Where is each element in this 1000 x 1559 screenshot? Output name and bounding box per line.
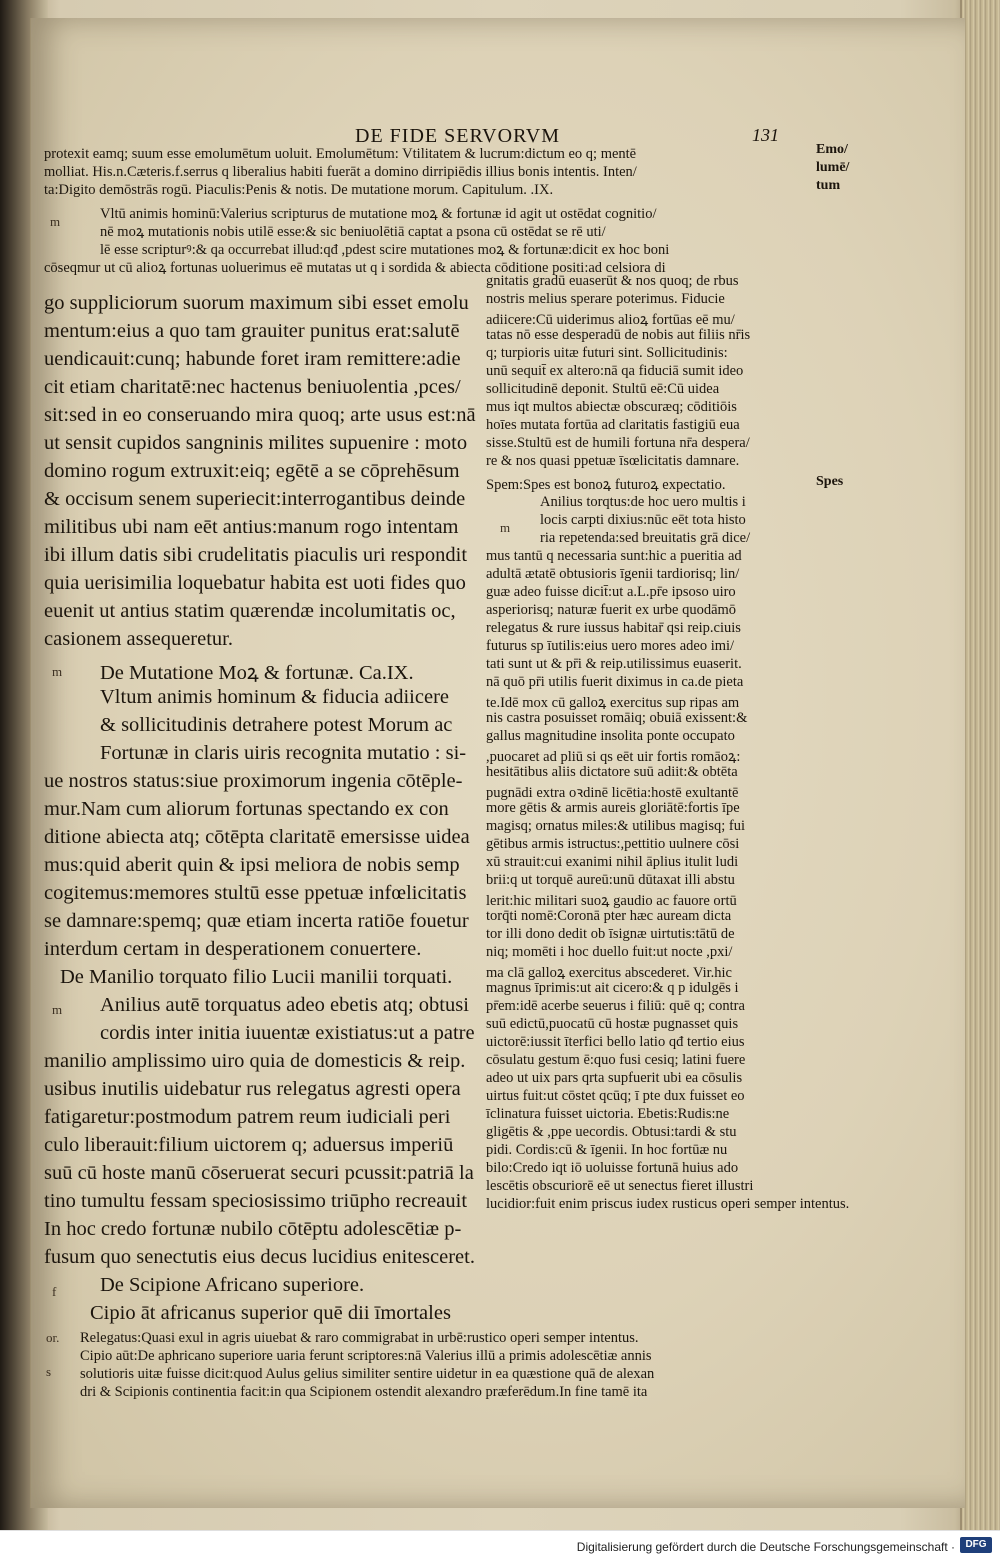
commentary-line: more gētis & armis aureis gloriātē:fortis īpe [486,800,740,816]
main-text-line: cordis inter initia iuuentæ existiatus:ut a patre [100,1022,475,1044]
commentary-line: Spem:Spes est bonoꝝ futuroꝝ expectatio. [486,477,726,493]
commentary-line: sisse.Stultū est de humili fortuna nr̄a despera/ [486,435,750,451]
guide-letter: m [52,1002,63,1017]
main-text-line: Anilius autē torquatus adeo ebetis atq; obtusi [100,994,469,1016]
main-text-line: mentum:eius a quo tam grauiter punitus erat:salutē [44,320,460,342]
main-text-line: fatigaretur:postmodum patrem reum iudiciali peri [44,1106,451,1128]
commentary-line: magisq; ornatus miles:& utilibus magisq; fui [486,818,745,834]
commentary-line: suū edictū,puocatū cū hostæ pugnasset quis [486,1016,739,1032]
main-text-line: uendicauit:cunq; habunde foret iram remittere:adie [44,348,461,370]
commentary-line: gligētis & ,ppe uecordis. Obtusi:tardi & stu [486,1124,737,1140]
commentary-line: uirtus fuit:ut cōstet qcūq; ī pte dux fuisset eo [486,1088,745,1104]
guide-letter: f [52,1284,57,1299]
main-text-line: ditione abiecta atq; cōtēpta claritatē emersisse uidea [44,826,470,848]
main-text-line: mus:quid aberit quin & ipsi meliora de nobis semp [44,854,460,876]
commentary-line: pr̄em:idē acerbe seuerus i filiū: quē q; contra [486,998,745,1014]
commentary-line: nē moꝝ mutationis nobis utilē esse:& sic beniuolētiā captat a psona cū ostēdat se rē uti/ [100,224,606,240]
main-text-line: se damnare:spemq; quæ etiam incerta ratiōe fouetur [44,910,469,932]
commentary-line: bilo:Credo iqt iō uoluisse fortunā huius ado [486,1160,739,1176]
commentary-line: ria repetenda:sed breuitatis grā dice/ [540,530,751,546]
commentary-line: ma clā galloꝝ exercitus abscederet. Vir.hic [486,965,732,981]
main-text-line: ibi illum datis sibi crudelitatis piaculis uri respondit [44,544,468,566]
margin-gloss: Emo/ [816,142,848,157]
commentary-line: solutioris uitæ fuisse dicit:quod Aulus gelius similiter sentire uidetur in ea quæstione quā de alexan [80,1366,655,1382]
guide-letter: m [500,520,511,535]
main-text-line: usibus inutilis uidebatur rus relegatus agresti opera [44,1078,461,1100]
commentary-line: brii:q ut torquē aureū:unū dūtaxat illi abstu [486,872,735,888]
commentary-line: magnus īprimis:ut ait cicero:& q p idulgēs i [486,980,739,996]
dfg-logo: DFG [960,1537,992,1553]
main-text-line: cogitemus:memores stultū esse ppetuæ infœlicitatis [44,882,467,904]
main-text-line: In hoc credo fortunæ nubilo cōtēptu adolescētiæ p- [44,1218,462,1240]
folio-number: 131 [752,125,779,145]
commentary-line: nis castra posuisset romāiq; obuiā exissent:& [486,710,748,726]
commentary-line: mus iqt multos abiectæ obscuræq; cōditiōis [486,399,737,415]
main-text-line: suū cū hoste manū cōseruerat securi pcussit:patriā la [44,1162,474,1184]
commentary-line: relegatus & rure iussus habitar̄ qsi reip.ciuis [486,620,741,636]
commentary-line: adiicere:Cū uiderimus alioꝝ fortūas eē mu/ [486,312,735,328]
margin-gloss: Spes [816,474,844,489]
guide-letter: m [52,664,63,679]
commentary-line: gallus magnitudine insolita ponte occupato [486,728,735,744]
margin-gloss: lumē/ [816,160,850,175]
guide-letter: m [50,214,61,229]
commentary-line: sollicitudinē deponit. Stultū eē:Cū uidea [486,381,720,397]
commentary-line: te.Idē mox cū galloꝝ exercitus sup ripas am [486,695,740,711]
commentary-line: niq; momēti i hoc duello fuit:ut nocte ,pxi/ [486,944,733,960]
commentary-line: nostris melius sperare poterimus. Fiducie [486,291,725,307]
commentary-line: tati sunt ut & pr̄i & reip.utilissimus euaserit. [486,656,742,672]
main-text-line: culo liberauit:filium uictorem q; aduersus imperiū [44,1134,454,1156]
main-text-line: cit etiam charitatē:nec hactenus beniuolentia ,pces/ [44,376,461,398]
commentary-line: tatas nō esse desperadū de nobis aut filiis nr̄is [486,327,751,343]
main-text-line: & occisum senem superiecit:interrogantibus deinde [44,488,466,510]
commentary-line: nā quō pr̄i utilis fuerit diximus in ca.de pieta [486,674,744,690]
commentary-line: uictorē:iussit īterfici bello latio qđ tertio eius [486,1034,745,1050]
main-text-line: euenit ut antius statim quærendæ incolumitatis oc, [44,600,456,622]
commentary-line: asperiorisq; naturæ fuerit ex urbe quodāmō [486,602,737,618]
page-edges [960,0,1000,1530]
main-text-line: sit:sed in eo conseruando mira quoq; arte usus est:nā [44,404,476,426]
commentary-line: gētibus armis istructus:,pettitio uulnere cōsi [486,836,740,852]
commentary-line: dri & Scipionis continentia facit:in qua Scipionem ostendit alexandro præferēdum.In fine tamē ita [80,1384,648,1400]
commentary-line: īclinatura fuisset uictoria. Ebetis:Rudis:ne [486,1106,730,1122]
main-text-line: mur.Nam cum aliorum fortunas spectando ex con [44,798,449,820]
chapter-heading: De Scipione Africano superiore. [100,1274,365,1296]
commentary-line: adeo ut uix pars qrta supfuerit ubi ea cōsulis [486,1070,743,1086]
commentary-line: adultā ætatē obtusioris īgenii tardiorisq; lin/ [486,566,740,582]
commentary-line: ta:Digito demōstrās rogū. Piaculis:Penis & notis. De mutatione morum. Capitulum. .IX. [44,182,554,198]
margin-gloss: tum [816,178,841,193]
main-text-line: & sollicitudinis detrahere potest Morum ac [100,714,453,736]
commentary-line: hoīes mutata fortūa ad claritatis fastigiū eua [486,417,740,433]
commentary-line: cōseqmur ut cū alioꝝ fortunas uoluerimus eē mutatas ut q i sordida & abiecta cōditione positi:ad celsiora di [44,260,666,276]
commentary-line: hesitātibus aliis dictatore suū adiit:& obtēta [486,764,738,780]
commentary-line: guæ adeo fuisse dicit̄:ut a.L.pr̄e ipsoso uiro [486,584,736,600]
main-text-line: go suppliciorum suorum maximum sibi esset emolu [44,292,469,314]
commentary-line: torq̄ti nomē:Coronā pter hæc auream dicta [486,908,732,924]
commentary-line: molliat. His.n.Cæteris.f.serrus q liberalius habiti fuerāt a domino dirripiēdis illius bonis intentis. Inten/ [44,164,637,180]
commentary-line: Cipio aūt:De aphricano superiore uaria ferunt scriptores:nā Valerius illū a primis adolescētiæ annis [80,1348,652,1364]
main-text-line: militibus ubi nam eēt antius:manum rogo intentam [44,516,459,538]
main-text-line: casionem assequeretur. [44,628,233,650]
commentary-line: unū sequit̄ ex altero:nā qa fiduciā sumit ideo [486,363,744,379]
main-text-line: fusum quo senectutis eius decus lucidius enitesceret. [44,1246,475,1268]
main-text-line: Fortunæ in claris uiris recognita mutatio : si- [100,742,467,764]
main-text-line: manilio amplissimo uiro quia de domesticis & reip. [44,1050,466,1072]
main-text-line: tino tumultu fessam speciosissimo triūpho recreauit [44,1190,468,1212]
commentary-line: Vltū animis hominū:Valerius scripturus de mutatione moꝝ & fortunæ id agit ut ostēdat cognitio/ [100,206,657,222]
main-text-line: domino rogum extruxit:eiq; egētē a se cōprehēsum [44,460,460,482]
chapter-heading: De Manilio torquato filio Lucii manilii torquati. [60,966,453,988]
commentary-line: protexit eamq; suum esse emolumētum uoluit. Emolumētum: Vtilitatem & lucrum:dictum eo q; mentē [44,146,637,162]
main-text-line: quia uerisimilia loquebatur habita est uoti fides quo [44,572,466,594]
funding-credit: Digitalisierung gefördert durch die Deutsche Forschungsgemeinschaft · [576,1540,955,1554]
main-text-line: Vltum animis hominum & fiducia adiicere [100,686,449,708]
main-text-line: ut sensit cupidos sangninis milites supuenire : moto [44,432,468,454]
commentary-line: locis carpti dixius:nūc eēt tota histo [540,512,746,528]
commentary-line: mus tantū q necessaria sunt:hic a pueritia ad [486,548,742,564]
commentary-line: Relegatus:Quasi exul in agris uiuebat & raro commigrabat in urbē:rustico operi semper intentus. [80,1330,639,1346]
commentary-line: re & nos quasi ppetuæ īsœlicitatis damnare. [486,453,740,469]
commentary-line: cōsulatu gestum ē:quo fusi cesiq; latini fuere [486,1052,746,1068]
running-head: DE FIDE SERVORVM [355,125,561,147]
left-marginalia: or. [46,1330,60,1345]
main-text-line: interdum certam in desperationem conuertere. [44,938,422,960]
commentary-line: gnitatis gradū euaserūt & nos quoq; de rbus [486,273,739,289]
commentary-line: ,puocaret ad pliū si qs eēt uir fortis romāoꝝ: [486,749,741,765]
commentary-line: lucidior:fuit enim priscus iudex rusticus operi semper intentus. [486,1196,850,1212]
left-marginalia: s [46,1364,52,1379]
commentary-line: lescētis obscuriorē eē ut senectus fieret illustri [486,1178,754,1194]
commentary-line: lerit:hic militari suoꝝ gaudio ac fauore ortū [486,893,737,909]
commentary-line: tor illi dono dedit ob īsignæ uirtutis:tātū de [486,926,735,942]
commentary-line: xū strauit:cui exanimi nihil āplius itulit ludi [486,854,739,870]
main-text-line: ue nostros status:siue proximorum ingenia cōtēple- [44,770,463,792]
commentary-line: q; turpioris uitæ futuri sint. Sollicitudinis: [486,345,728,361]
commentary-line: pugnādi extra oꝛdinē licētia:hostē exultantē [486,785,739,801]
commentary-line: pidi. Cordis:cū & īgenii. In hoc fortūæ nu [486,1142,728,1158]
commentary-line: futurus sp īutilis:eius uero mores adeo imi/ [486,638,735,654]
footer-bar [0,1530,1000,1559]
chapter-heading: De Mutatione Moꝝ & fortunæ. Ca.IX. [100,662,414,684]
commentary-line: lē esse scripturꝰ:& qa occurrebat illud:qđ ,pdest scire mutationes moꝝ & fortunæ:dicit ex hoc boni [100,242,670,258]
main-text-line: Cipio āt africanus superior quē dii īmortales [90,1302,451,1324]
commentary-line: Anilius torqtus:de hoc uero multis i [540,494,746,510]
